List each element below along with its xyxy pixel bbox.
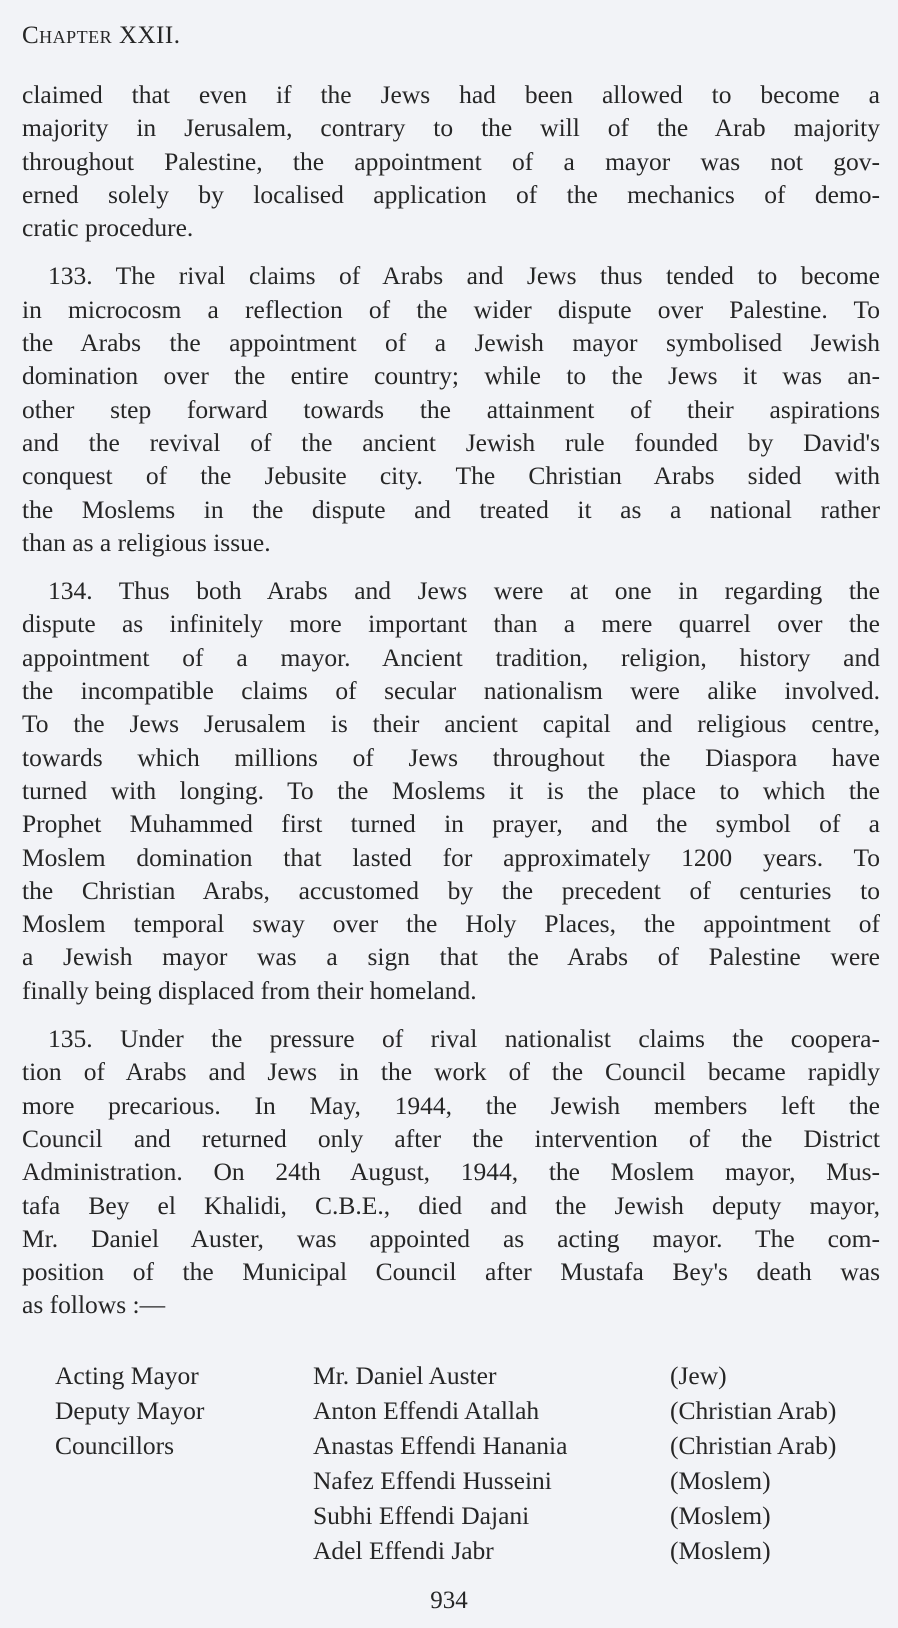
text-line: 135. Under the pressure of rival nationalist claims the coopera- bbox=[48, 1024, 880, 1054]
text-line: in microcosm a reflection of the wider dispute over Palestine. To bbox=[22, 294, 880, 324]
council-composition-table bbox=[0, 1358, 898, 1568]
text-line: Administration. On 24th August, 1944, the Moslem mayor, Mus- bbox=[22, 1157, 880, 1187]
council-member-group: (Moslem) bbox=[670, 1501, 771, 1530]
council-member-group: (Moslem) bbox=[670, 1536, 771, 1565]
chapter-word: Chapter bbox=[22, 22, 113, 49]
text-line: the Christian Arabs, accustomed by the precedent of centuries to bbox=[22, 875, 880, 905]
council-member-name: Subhi Effendi Dajani bbox=[313, 1501, 530, 1530]
council-member-group: (Moslem) bbox=[670, 1466, 771, 1495]
text-line: Mr. Daniel Auster, was appointed as acting mayor. The com- bbox=[22, 1223, 880, 1253]
paragraph bbox=[22, 1022, 880, 1322]
text-line: Moslem domination that lasted for approximately 1200 years. To bbox=[22, 842, 880, 872]
text-line: Council and returned only after the intervention of the District bbox=[22, 1123, 880, 1153]
council-member-name: Anton Effendi Atallah bbox=[313, 1396, 540, 1425]
text-line: more precarious. In May, 1944, the Jewish members left the bbox=[22, 1090, 880, 1120]
council-row bbox=[0, 1463, 898, 1498]
paragraph bbox=[22, 78, 880, 244]
chapter-number: XXII. bbox=[118, 22, 181, 49]
text-line: To the Jews Jerusalem is their ancient capital and religious centre, bbox=[22, 709, 880, 739]
text-line: dispute as infinitely more important than a mere quarrel over the bbox=[22, 609, 880, 639]
text-line: domination over the entire country; while to the Jews it was an- bbox=[22, 361, 880, 391]
council-row bbox=[0, 1498, 898, 1533]
council-role: Councillors bbox=[55, 1431, 174, 1460]
council-row bbox=[0, 1358, 898, 1393]
text-line: turned with longing. To the Moslems it is the place to which the bbox=[22, 775, 880, 805]
text-line: conquest of the Jebusite city. The Christian Arabs sided with bbox=[22, 461, 880, 491]
paragraph bbox=[22, 574, 880, 1007]
text-line: throughout Palestine, the appointment of a mayor was not gov- bbox=[22, 146, 880, 176]
text-line: erned solely by localised application of the mechanics of demo- bbox=[22, 179, 880, 209]
text-line: than as a religious issue. bbox=[22, 527, 271, 557]
council-role: Deputy Mayor bbox=[55, 1396, 205, 1425]
text-line: the Arabs the appointment of a Jewish mayor symbolised Jewish bbox=[22, 328, 880, 358]
text-line: 133. The rival claims of Arabs and Jews thus tended to become bbox=[48, 261, 880, 291]
text-line: position of the Municipal Council after Mustafa Bey's death was bbox=[22, 1257, 880, 1287]
chapter-heading bbox=[22, 22, 180, 50]
body-text bbox=[22, 78, 880, 1337]
text-line: appointment of a mayor. Ancient tradition, religion, history and bbox=[22, 642, 880, 672]
council-member-group: (Christian Arab) bbox=[670, 1431, 837, 1460]
text-line: claimed that even if the Jews had been allowed to become a bbox=[22, 80, 880, 109]
council-member-name: Anastas Effendi Hanania bbox=[313, 1431, 568, 1460]
text-line: the incompatible claims of secular nationalism were alike involved. bbox=[22, 676, 880, 706]
text-line: majority in Jerusalem, contrary to the will of the Arab majority bbox=[22, 113, 880, 143]
council-row bbox=[0, 1428, 898, 1463]
council-row bbox=[0, 1393, 898, 1428]
text-line: Prophet Muhammed first turned in prayer, and the symbol of a bbox=[22, 809, 880, 839]
text-line: as follows :— bbox=[22, 1290, 166, 1320]
text-line: cratic procedure. bbox=[22, 213, 194, 243]
council-row bbox=[0, 1533, 898, 1568]
paragraph bbox=[22, 259, 880, 559]
text-line: towards which millions of Jews throughout the Diaspora have bbox=[22, 742, 880, 772]
council-member-group: (Christian Arab) bbox=[670, 1396, 837, 1425]
text-line: the Moslems in the dispute and treated it as a national rather bbox=[22, 494, 880, 524]
council-member-group: (Jew) bbox=[670, 1361, 727, 1390]
council-member-name: Mr. Daniel Auster bbox=[313, 1361, 497, 1390]
text-line: other step forward towards the attainment of their aspirations bbox=[22, 394, 880, 424]
council-role: Acting Mayor bbox=[55, 1361, 199, 1390]
council-member-name: Nafez Effendi Husseini bbox=[313, 1466, 552, 1495]
text-line: a Jewish mayor was a sign that the Arabs of Palestine were bbox=[22, 942, 880, 972]
text-line: and the revival of the ancient Jewish rule founded by David's bbox=[22, 427, 880, 457]
text-line: 134. Thus both Arabs and Jews were at one in regarding the bbox=[48, 576, 880, 606]
text-line: tafa Bey el Khalidi, C.B.E., died and the Jewish deputy mayor, bbox=[22, 1190, 880, 1220]
council-member-name: Adel Effendi Jabr bbox=[313, 1536, 494, 1565]
text-line: finally being displaced from their homeland. bbox=[22, 975, 477, 1005]
text-line: tion of Arabs and Jews in the work of the Council became rapidly bbox=[22, 1057, 880, 1087]
page-number: 934 bbox=[430, 1587, 468, 1614]
text-line: Moslem temporal sway over the Holy Places, the appointment of bbox=[22, 909, 880, 939]
